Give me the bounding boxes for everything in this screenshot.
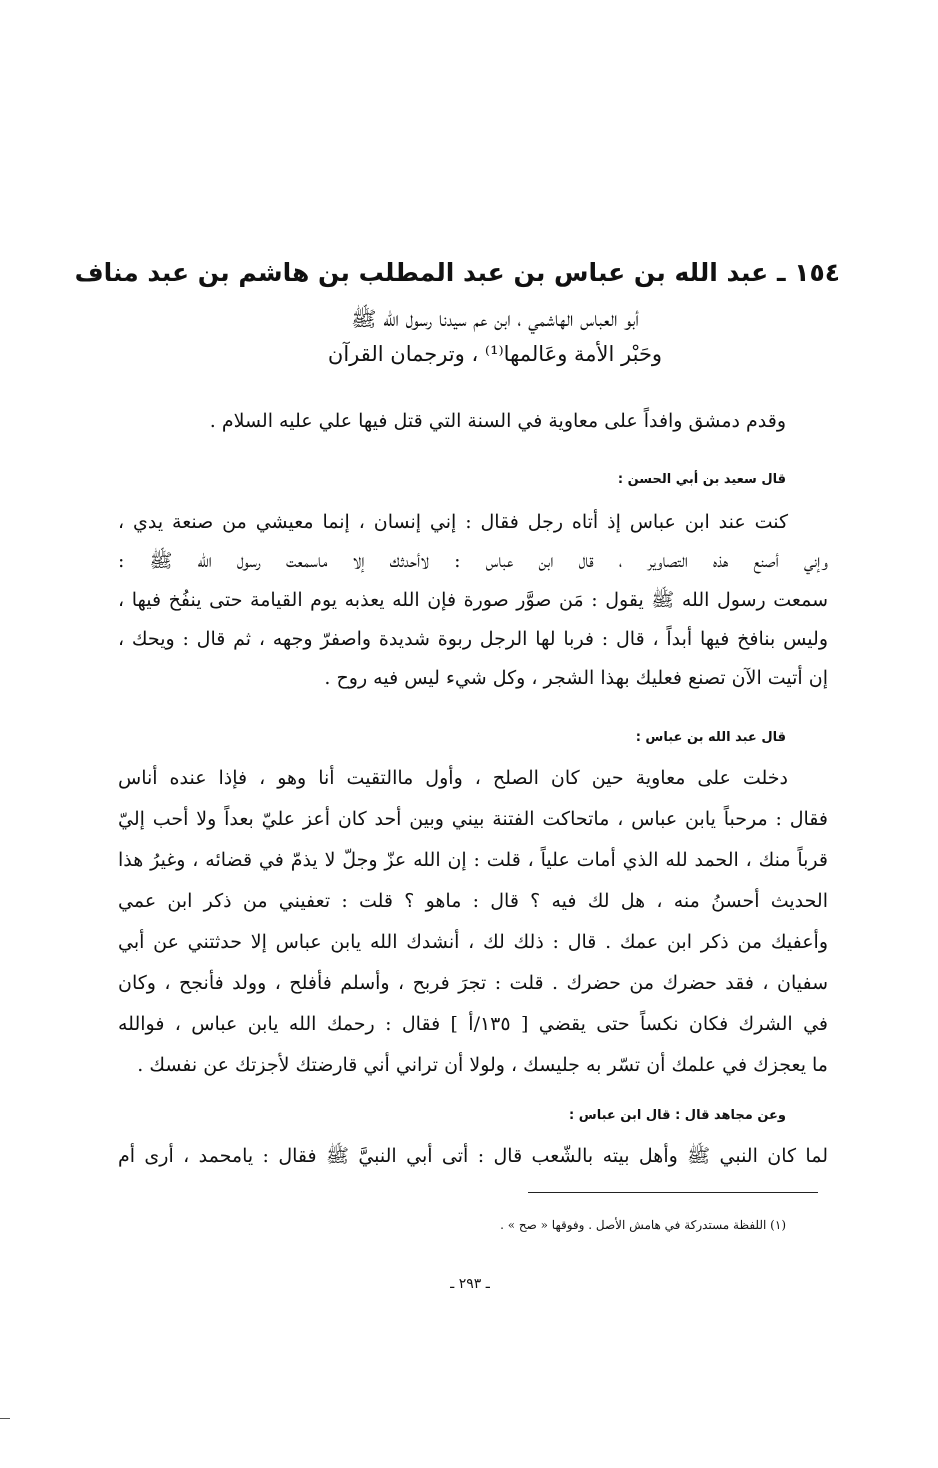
footnote: (١) اللفظة مستدركة في هامش الأصل . وفوقها « صح » . <box>500 1218 786 1232</box>
section2-line: دخلت على معاوية حين كان الصلح ، وأول ماالتقيت أنا وهو ، فإذا عنده أناس <box>118 767 788 789</box>
scan-edge-mark <box>0 1418 10 1419</box>
section2-line: سفيان ، فقد حضرك من حضرك . قلت : تجرَ فربح ، وأسلم فأفلح ، وولد فأنجح ، وكان <box>118 972 828 994</box>
intro-paragraph: وقدم دمشق وافداً على معاوية في السنة التي قتل فيها علي عليه السلام . <box>209 410 786 432</box>
entry-title: ١٥٤ ـ عبد الله بن عباس بن عبد المطلب بن هاشم بن عبد مناف <box>74 258 840 287</box>
section2-label: قال عبد الله بن عباس : <box>635 730 786 745</box>
entry-subtitle-line1: أبو العباس الهاشمي ، ابن عم سيدنا رسول الله ﷺ <box>351 307 639 331</box>
section1-line: وإني أصنع هذه التصاوير ، قال ابن عباس : لاأحدثك إلا ماسمعت رسول الله ﷺ : <box>118 550 828 572</box>
section2-line: قرباً منك ، الحمد لله الذي أمات علياً ، قلت : إن الله عزّ وجلّ لا يذمّ في قضائه ، وغيرُ هذا <box>118 849 828 871</box>
section1-line: سمعت رسول الله ﷺ يقول : مَن صوَّر صورة فإن الله يعذبه يوم القيامة حتى ينفُخ فيها ، <box>118 589 828 611</box>
section3-label: وعن مجاهد قال : قال ابن عباس : <box>569 1108 786 1123</box>
footnote-divider <box>528 1192 818 1193</box>
section2-line: الحديث أحسنُ منه ، هل لك فيه ؟ قال : ماهو ؟ قلت : تعفيني من ذكر ابن عمي <box>118 890 828 912</box>
section1-line: وليس بنافخ فيها أبداً ، قال : فربا لها الرجل ربوة شديدة واصفرّ وجهه ، ثم قال : ويحك ، <box>118 628 828 650</box>
section1-label: قال سعيد بن أبي الحسن : <box>617 472 786 487</box>
section1-line: إن أتيت الآن تصنع فعليك بهذا الشجر ، وكل شيء ليس فيه روح . <box>324 667 828 689</box>
page-number: ـ ٢٩٣ ـ <box>450 1276 490 1292</box>
section2-line: في الشرك فكان نكساً حتى يقضي [ ١٣٥/أ ] فقال : رحمك الله يابن عباس ، فوالله <box>118 1013 828 1035</box>
section3-line: لما كان النبي ﷺ وأهل بيته بالشّعب قال : أتى أبي النبيَّ ﷺ فقال : يامحمد ، أرى أم <box>118 1145 828 1167</box>
section2-line: وأعفيك من ذكر ابن عمك . قال : ذلك لك ، أنشدك الله يابن عباس إلا حدثتني عن أبي <box>118 931 828 953</box>
entry-subtitle-line2: وحَبْر الأمة وعَالمها⁽¹⁾ ، وترجمان القرآن <box>327 342 663 366</box>
section2-line: ما يعجزك في علمك أن تسّر به جليسك ، ولولا أن تراني أني قارضتك لأجزتك عن نفسك . <box>137 1054 828 1076</box>
section1-line: كنت عند ابن عباس إذ أتاه رجل فقال : إني إنسان ، إنما معيشي من صنعة يدي ، <box>118 511 788 533</box>
section2-line: فقال : مرحباً يابن عباس ، ماتحاكت الفتنة بيني وبين أحد كان أعز عليّ بعداً ولا أحب إليّ <box>118 808 829 830</box>
